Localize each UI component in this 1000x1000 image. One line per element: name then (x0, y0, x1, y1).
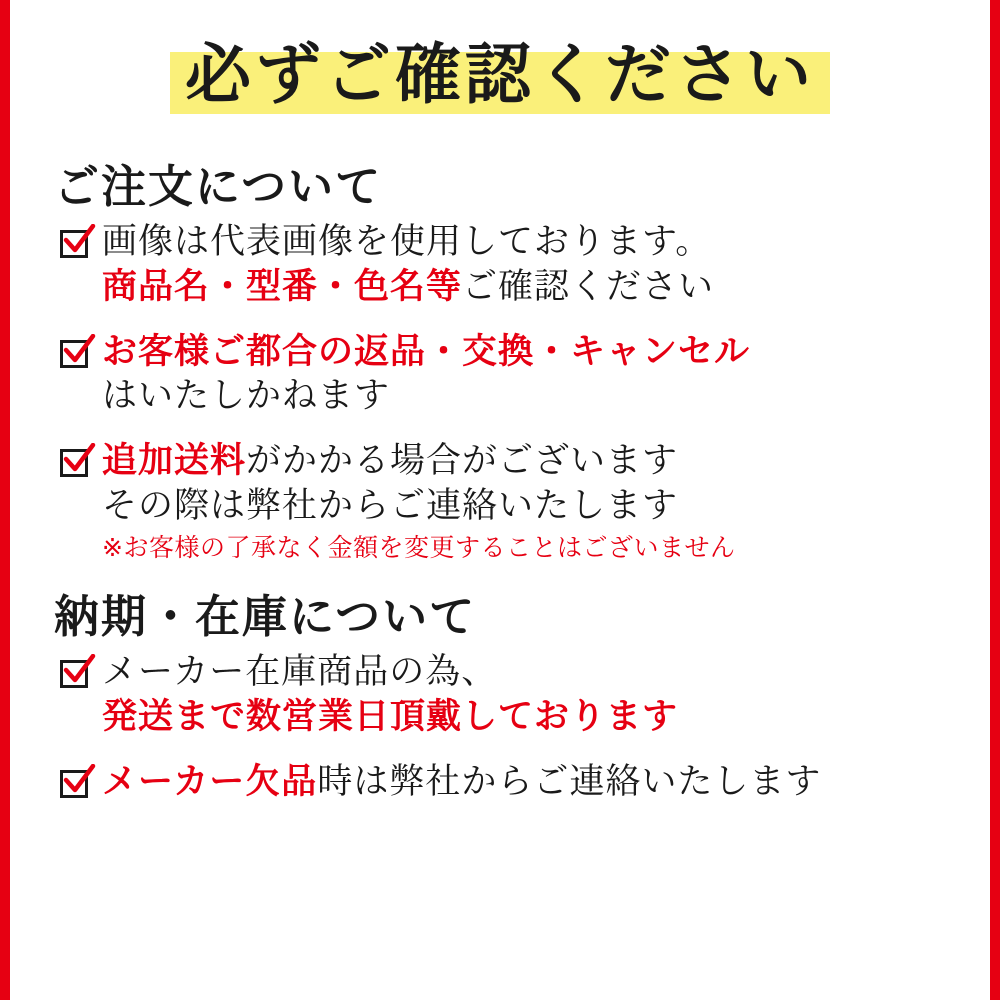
item-line: お客様ご都合の返品・交換・キャンセル (102, 331, 751, 372)
page-title-block (40, 0, 960, 150)
notice-page (10, 0, 990, 1000)
checkbox-checked-icon (58, 766, 94, 802)
page-title: 必ずご確認ください (185, 36, 815, 113)
item-line: 画像は代表画像を使用しております。 (102, 222, 712, 262)
list-item (58, 439, 960, 566)
item-line-red: 商品名・型番・色名等 (102, 266, 463, 307)
item-line-black: がかかる場合がございます (246, 441, 679, 482)
right-red-border (990, 0, 1000, 1000)
section-heading-orders: ご注文について (54, 160, 383, 213)
item-note: ※お客様の了承なく金額を変更することはございません (102, 532, 736, 562)
left-red-border (0, 0, 10, 1000)
checkbox-checked-icon (58, 445, 94, 481)
item-line-black: ご確認ください (462, 266, 715, 307)
list-item (58, 330, 960, 420)
checkbox-checked-icon (58, 336, 94, 372)
item-line-black: 時は弊社からご連絡いたします (317, 761, 822, 802)
checkbox-checked-icon (58, 656, 94, 692)
section-heading-delivery: 納期・在庫について (54, 590, 477, 644)
checkbox-checked-icon (58, 226, 94, 262)
item-line: 発送まで数営業日頂戴しております (102, 697, 679, 738)
item-line-red: 追加送料 (102, 441, 247, 482)
item-line: メーカー在庫商品の為、 (102, 652, 498, 693)
list-item (58, 220, 960, 310)
item-line-red: メーカー欠品 (102, 761, 318, 802)
list-item (58, 650, 960, 740)
item-line: その際は弊社からご連絡いたします (102, 485, 679, 526)
item-line (102, 439, 960, 484)
item-line: はいたしかねます (102, 376, 391, 417)
list-item (58, 760, 960, 805)
item-line (102, 265, 960, 310)
item-line (102, 760, 960, 805)
